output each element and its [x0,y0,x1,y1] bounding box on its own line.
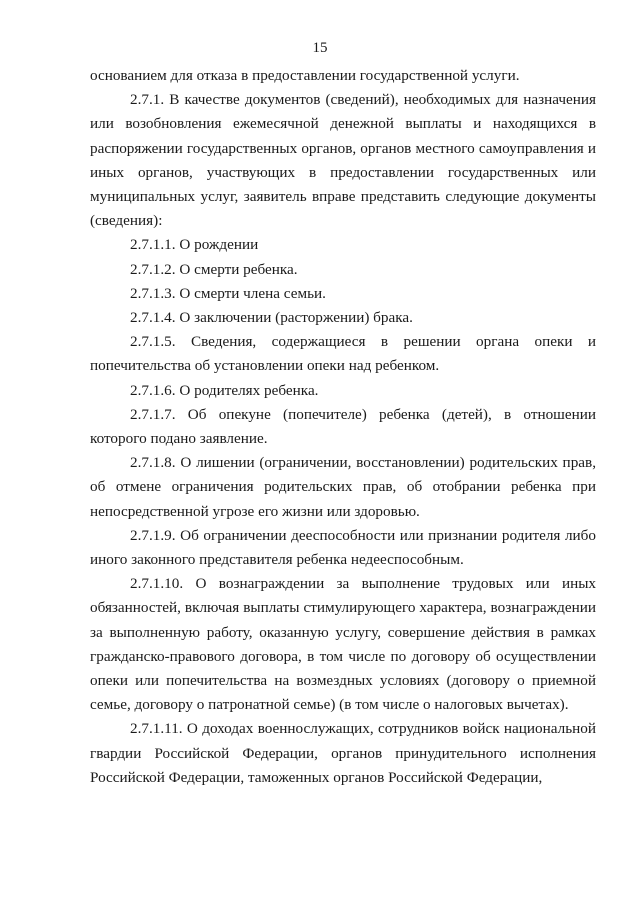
page-number: 15 [312,40,328,56]
paragraph-2-7-1-11: 2.7.1.11. О доходах военнослужащих, сотрудников войск национальной гвардии Российской Федерации, органов принудительного исполнения Российской Федерации, таможенных органов Российской Федерации, [90,720,596,786]
paragraph-2-7-1-8: 2.7.1.8. О лишении (ограничении, восстановлении) родительских прав, об отмене ограничения родительских прав, об отобрании ребенка при непосредственной угрозе его жизни или здоровью. [90,454,596,520]
paragraph-2-7-1-7: 2.7.1.7. Об опекуне (попечителе) ребенка (детей), в отношении которого подано заявление. [90,405,596,448]
paragraph-2-7-1-10: 2.7.1.10. О вознаграждении за выполнение трудовых или иных обязанностей, включая выплаты стимулирующего характера, вознаграждении за выполненную работу, оказанную услугу, совершение действия в рамках гражданско-правового договора, в том числе по договору об осуществлении опеки или попечительства на возмездных условиях (договору о приемной семье, договору о патронатной семье) (в том числе о налоговых вычетах). [90,575,596,714]
paragraph-2-7-1-5: 2.7.1.5. Сведения, содержащиеся в решении органа опеки и попечительства об установлении опеки над ребенком. [90,333,596,375]
paragraph-2-7-1-3: 2.7.1.3. О смерти члена семьи. [130,284,326,302]
paragraph-2-7-1: 2.7.1. В качестве документов (сведений), необходимых для назначения или возобновления ежемесячной денежной выплаты и находящихся в распоряжении государственных органов, органов местного самоуправления и иных органов, участвующих в предоставлении государственных или муниципальных услуг, заявитель вправе представить следующие документы (сведения): [90,91,596,230]
paragraph-2-7-1-6: 2.7.1.6. О родителях ребенка. [130,381,319,399]
paragraph-2-7-1-2: 2.7.1.2. О смерти ребенка. [130,260,298,278]
paragraph-2-7-1-1: 2.7.1.1. О рождении [130,236,259,254]
paragraph-1: основанием для отказа в предоставлении государственной услуги. [90,67,520,84]
paragraph-2-7-1-9: 2.7.1.9. Об ограничении дееспособности или признании родителя либо иного законного представителя ребенка недееспособным. [90,526,596,569]
document-body [90,64,596,790]
paragraph-2-7-1-4: 2.7.1.4. О заключении (расторжении) брака. [130,309,413,327]
